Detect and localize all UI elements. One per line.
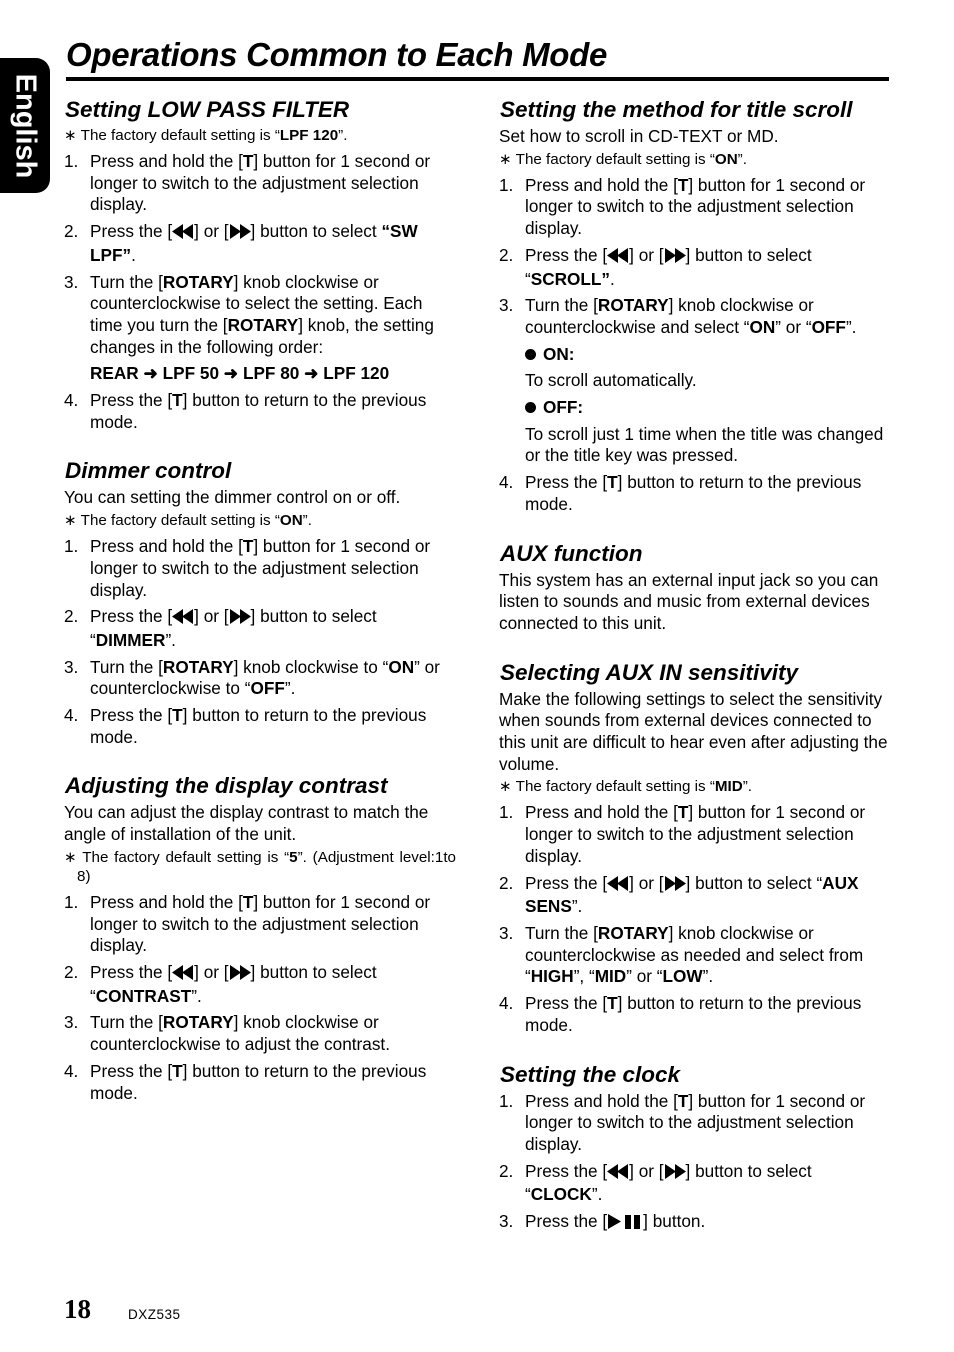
play-pause-icon (607, 1213, 643, 1235)
step-4: 4. Press the [T] button to return to the previous mode. (64, 705, 427, 747)
left-column (64, 96, 456, 1128)
step-1: 1. Press and hold the [T] button for 1 second or longer to switch to the adjustment selection display. (499, 174, 866, 239)
step-1: 1. Press and hold the [T] button for 1 second or longer to switch to the adjustment selection display. (64, 151, 431, 215)
step-4: 4. Press the [T] button to return to the previous mode. (499, 993, 862, 1035)
step-list (64, 536, 456, 748)
language-tab (0, 58, 50, 193)
step-3: 3. Turn the [ROTARY] knob clockwise to “ON” or counterclockwise to “OFF”. (64, 656, 440, 699)
section-clock (499, 1061, 891, 1235)
default-note: ∗ The factory default setting is “ON”. (64, 512, 312, 530)
option-on: ON: (525, 344, 891, 366)
step-3: 3. Turn the [ROTARY] knob clockwise or counterclockwise and select “ON” or “OFF”. ON: To scroll automatically. OFF: To scroll just 1 time when the title was changed or the title key was pressed. (499, 295, 891, 467)
skip-back-icon (172, 964, 194, 986)
default-note: ∗ The factory default setting is “ON”. (499, 150, 747, 168)
section-heading: Setting the clock (500, 1061, 681, 1087)
default-note: ∗ The factory default setting is “5”. (Adjustment level:1to 8) (64, 848, 457, 885)
section-heading: Setting the method for title scroll (500, 97, 853, 122)
step-3: 3. Turn the [ROTARY] knob clockwise or counterclockwise to select the setting. Each time you turn the [ROTARY] knob, the setting changes in the following order: REAR ➜ LPF 50 ➜ LPF 80 ➜ LPF 120 (64, 272, 456, 386)
skip-forward-icon (664, 247, 686, 269)
lpf-sequence: REAR ➜ LPF 50 ➜ LPF 80 ➜ LPF 120 (90, 363, 390, 384)
section-heading: Adjusting the display contrast (65, 773, 388, 799)
section-low-pass-filter (64, 96, 456, 433)
section-intro: You can adjust the display contrast to match the angle of installation of the unit. (64, 802, 429, 845)
step-list (499, 802, 891, 1036)
step-list (499, 175, 891, 516)
bullet-icon (525, 402, 536, 413)
skip-forward-icon (664, 875, 686, 897)
default-note: ∗ The factory default setting is “MID”. (499, 778, 753, 796)
section-aux-sensitivity (499, 659, 891, 1037)
language-tab-label: English (9, 73, 42, 178)
step-3: 3. Turn the [ROTARY] knob clockwise or counterclockwise to adjust the contrast. (64, 1012, 390, 1055)
page-title: Operations Common to Each Mode (66, 36, 608, 73)
right-column (499, 96, 891, 1259)
step-2: 2. Press the [ ] or [ ] button to select “SCROLL”. (499, 244, 812, 289)
step-list (64, 892, 456, 1104)
step-list (64, 151, 456, 433)
skip-back-icon (607, 875, 629, 897)
step-2: 2. Press the [ ] or [ ] button to select “SW LPF”. (64, 221, 418, 265)
section-heading: Dimmer control (65, 458, 232, 484)
step-4: 4. Press the [T] button to return to the previous mode. (64, 1060, 427, 1103)
section-dimmer-control (64, 457, 456, 748)
skip-forward-icon (229, 608, 251, 630)
step-3: 3. Turn the [ROTARY] knob clockwise or counterclockwise as needed and select from “HIGH”, “MID” or “LOW”. (499, 922, 864, 987)
section-heading: Setting LOW PASS FILTER (65, 97, 350, 122)
section-intro: Make the following settings to select the sensitivity when sounds from external devices connected to this unit are difficult to hear even after adjusting the volume. (499, 688, 888, 774)
skip-back-icon (172, 608, 194, 630)
section-heading: Selecting AUX IN sensitivity (500, 659, 799, 685)
section-heading: AUX function (500, 540, 643, 566)
step-4: 4. Press the [T] button to return to the previous mode. (499, 472, 862, 514)
step-1: 1. Press and hold the [T] button for 1 second or longer to switch to the adjustment selection display. (499, 802, 866, 866)
skip-back-icon (607, 247, 629, 269)
skip-forward-icon (664, 1163, 686, 1185)
step-2: 2. Press the [ ] or [ ] button to select “AUX SENS”. (499, 872, 859, 917)
option-off-desc: To scroll just 1 time when the title was changed or the title key was pressed. (525, 423, 884, 466)
step-1: 1. Press and hold the [T] button for 1 second or longer to switch to the adjustment selection display. (64, 891, 431, 956)
step-1: 1. Press and hold the [T] button for 1 second or longer to switch to the adjustment selection display. (64, 536, 431, 600)
skip-back-icon (607, 1163, 629, 1185)
section-intro: You can setting the dimmer control on or off. (64, 487, 401, 508)
model-name: DXZ535 (128, 1307, 181, 1322)
section-aux-function (499, 540, 891, 635)
step-list (499, 1091, 891, 1235)
skip-back-icon (172, 223, 194, 245)
bullet-icon (525, 349, 536, 360)
section-intro: This system has an external input jack so you can listen to sounds and music from external devices connected to this unit. (499, 569, 879, 633)
section-display-contrast (64, 772, 456, 1104)
step-1: 1. Press and hold the [T] button for 1 second or longer to switch to the adjustment selection display. (499, 1090, 866, 1154)
step-3: 3. Press the [ ] button. (499, 1211, 891, 1235)
skip-forward-icon (229, 964, 251, 986)
title-rule (66, 77, 889, 81)
section-intro: Set how to scroll in CD-TEXT or MD. (499, 126, 779, 146)
default-note: ∗ The factory default setting is “LPF 120”. (64, 127, 348, 144)
step-2: 2. Press the [ ] or [ ] button to select “CONTRAST”. (64, 961, 377, 1006)
option-on-desc: To scroll automatically. (525, 370, 697, 391)
page-number: 18 (64, 1294, 91, 1324)
step-4: 4. Press the [T] button to return to the previous mode. (64, 390, 427, 432)
step-2: 2. Press the [ ] or [ ] button to select “CLOCK”. (499, 1160, 812, 1205)
step-2: 2. Press the [ ] or [ ] button to select “DIMMER”. (64, 606, 377, 650)
skip-forward-icon (229, 223, 251, 245)
option-off: OFF: (525, 397, 891, 419)
section-title-scroll (499, 96, 891, 516)
